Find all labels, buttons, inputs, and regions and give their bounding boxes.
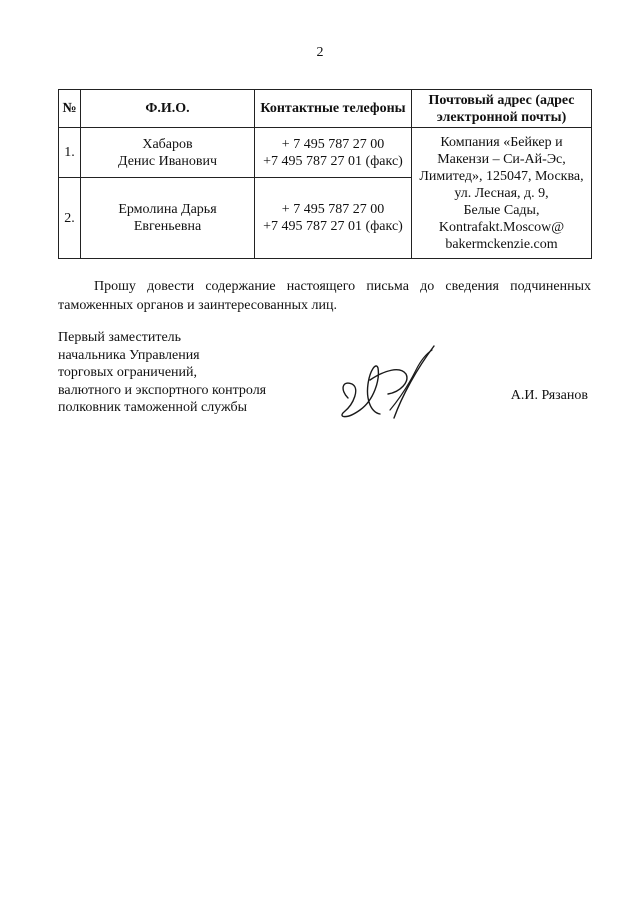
header-address: Почтовый адрес (адрес электронной почты) — [412, 90, 592, 128]
signature-stroke — [390, 350, 432, 410]
header-number: № — [59, 90, 81, 128]
row-phones: + 7 495 787 27 00 +7 495 787 27 01 (факс) — [255, 178, 412, 259]
table-row — [59, 128, 592, 178]
request-paragraph: Прошу довести содержание настоящего письма до сведения подчиненных таможенных органов и заинтересованных лиц. — [58, 279, 591, 313]
page-number: 2 — [316, 45, 324, 60]
signature-stroke — [394, 346, 434, 418]
signatory-name: А.И. Рязанов — [510, 388, 588, 403]
row-name: Ермолина Дарья Евгеньевна — [81, 178, 255, 259]
table-header-row — [59, 90, 592, 128]
row-number: 1. — [59, 128, 81, 178]
row-number: 2. — [59, 178, 81, 259]
signatory-title: Первый заместитель начальника Управления торговых ограничений, валютного и экспортного контроля полковник таможенной службы — [58, 330, 267, 415]
contacts-table — [58, 89, 592, 259]
row-phones: + 7 495 787 27 00 +7 495 787 27 01 (факс) — [255, 128, 412, 178]
header-phones: Контактные телефоны — [255, 90, 412, 128]
header-name: Ф.И.О. — [81, 90, 255, 128]
signature-stroke — [342, 366, 380, 417]
row-name: Хабаров Денис Иванович — [81, 128, 255, 178]
row-address: Компания «Бейкер и Макензи – Си-Ай-Эс, Лимитед», 125047, Москва, ул. Лесная, д. 9, Белые Сады, Kontrafakt.Moscow@ bakermckenzie.com — [412, 128, 592, 259]
handwritten-signature — [330, 340, 450, 430]
signature-stroke — [370, 370, 407, 394]
